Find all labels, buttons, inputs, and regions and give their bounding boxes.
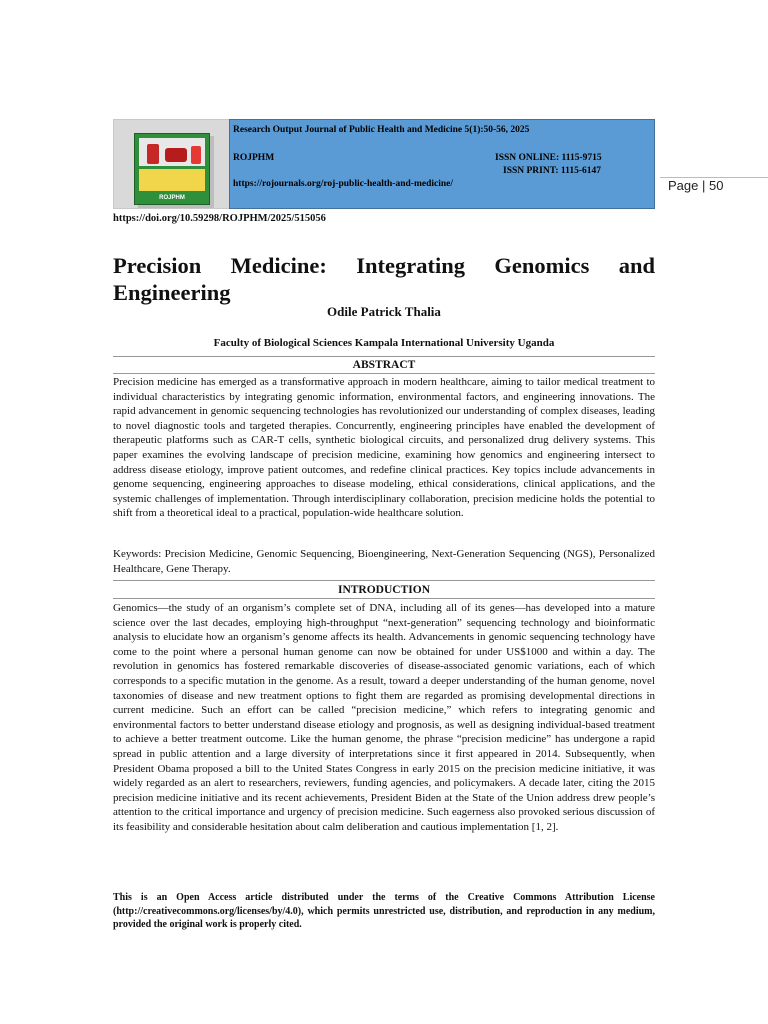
divider — [113, 373, 655, 374]
introduction-text: Genomics—the study of an organism’s complete set of DNA, including all of its genes—has developed into a mature science over the last decades, employing high-throughput “next-generation” sequencing technology and bioinformatic analysis to elucidate how an organism’s genome affects its health. Advancements in genomic sequencing technology have come to the point where a personal human genome can now be obtained for under US$1000 and within a day. The revolution in genomics has fostered remarkable discoveries of disease-associated genomic variations, each of which corresponds to a specific mutation in the genome. As a result, toward a deeper understanding of the human genome, novel taxonomies of disease and new treatment options to fight them are regarded as promising developmental directions in current medicine. Such an effort can be called “precision medicine,” which refers to integrating genomic and environmental factors to better understand disease etiology and prognosis, as well as designing individual-based treatment to achieve a better treatment outcome. Like the human genome, the phrase “precision medicine” has undergone a rapid spread in public attention and a large diversity of interpretations since it first appeared in 2014. Subsequently, when President Obama proposed a bill to the United States Congress in early 2015 on the precision medicine initiative, it was widely regarded as an alert to researchers, reviewers, funding agencies, and policymakers. A decade later, citing the 2015 precision medicine initiative and its recent achievements, President Biden at the State of the Union address drew people’s attention to the critical importance and urgency of precision medicine. Such eagerness also provoked serious discussion of its feasibility and considerable hesitation about calm deliberation and cautious implementation [1, 2]. — [113, 602, 655, 833]
abstract-heading: ABSTRACT — [352, 359, 416, 371]
divider — [113, 356, 655, 357]
keywords: Keywords: Precision Medicine, Genomic Sequencing, Bioengineering, Next-Generation Sequencing (NGS), Personalized Healthcare, Gene Therapy. — [113, 548, 655, 575]
divider — [113, 598, 655, 599]
journal-book-icon — [134, 133, 210, 205]
page-number: Page | 50 — [668, 178, 724, 193]
journal-cover-image — [113, 119, 230, 209]
divider — [113, 580, 655, 581]
journal-header-box — [229, 119, 655, 209]
journal-citation: Research Output Journal of Public Health and Medicine 5(1):50-56, 2025 — [233, 125, 530, 135]
cover-label: ROJPHM — [159, 195, 185, 201]
article-title: Precision Medicine: Integrating Genomics and Engineering — [113, 253, 655, 305]
abstract-text: Precision medicine has emerged as a transformative approach in modern healthcare, aiming to tailor medical treatment to individual characteristics by integrating genomic information, environmental factors, and engineering innovations. The rapid advancement in genomic sequencing technologies has revolutionized our understanding of complex diseases, leading to novel diagnostic tools and targeted therapies. Concurrently, engineering principles have enabled the development of therapeutic platforms such as CAR-T cells, synthetic biological circuits, and personalized drug delivery systems. This paper examines the evolving landscape of precision medicine, examining how genomics and engineering intersect to address disease etiology, improve patient outcomes, and redefine clinical practices. Key topics include advancements in genome sequencing, engineering approaches to disease modeling, ethical considerations, clinical applications, and the systemic challenges of implementation. Through interdisciplinary collaboration, precision medicine holds the potential to shift from a theoretical ideal to a practical, population-wide healthcare solution. — [113, 376, 655, 520]
journal-abbrev: ROJPHM — [233, 153, 275, 163]
doi-link[interactable]: https://doi.org/10.59298/ROJPHM/2025/515056 — [113, 213, 326, 224]
author-name: Odile Patrick Thalia — [327, 304, 441, 319]
introduction-heading: INTRODUCTION — [337, 584, 430, 596]
author-affiliation: Faculty of Biological Sciences Kampala International University Uganda — [213, 337, 555, 349]
issn-online: ISSN ONLINE: 1115-9715 — [495, 153, 602, 163]
journal-url-link[interactable]: https://rojournals.org/roj-public-health-and-medicine/ — [233, 179, 454, 189]
license-notice: This is an Open Access article distributed under the terms of the Creative Commons Attribution License (http://creativecommons.org/licenses/by/4.0), which permits unrestricted use, distribution, and reproduction in any medium, provided the original work is properly cited. — [113, 892, 655, 930]
issn-print: ISSN PRINT: 1115-6147 — [503, 166, 602, 176]
